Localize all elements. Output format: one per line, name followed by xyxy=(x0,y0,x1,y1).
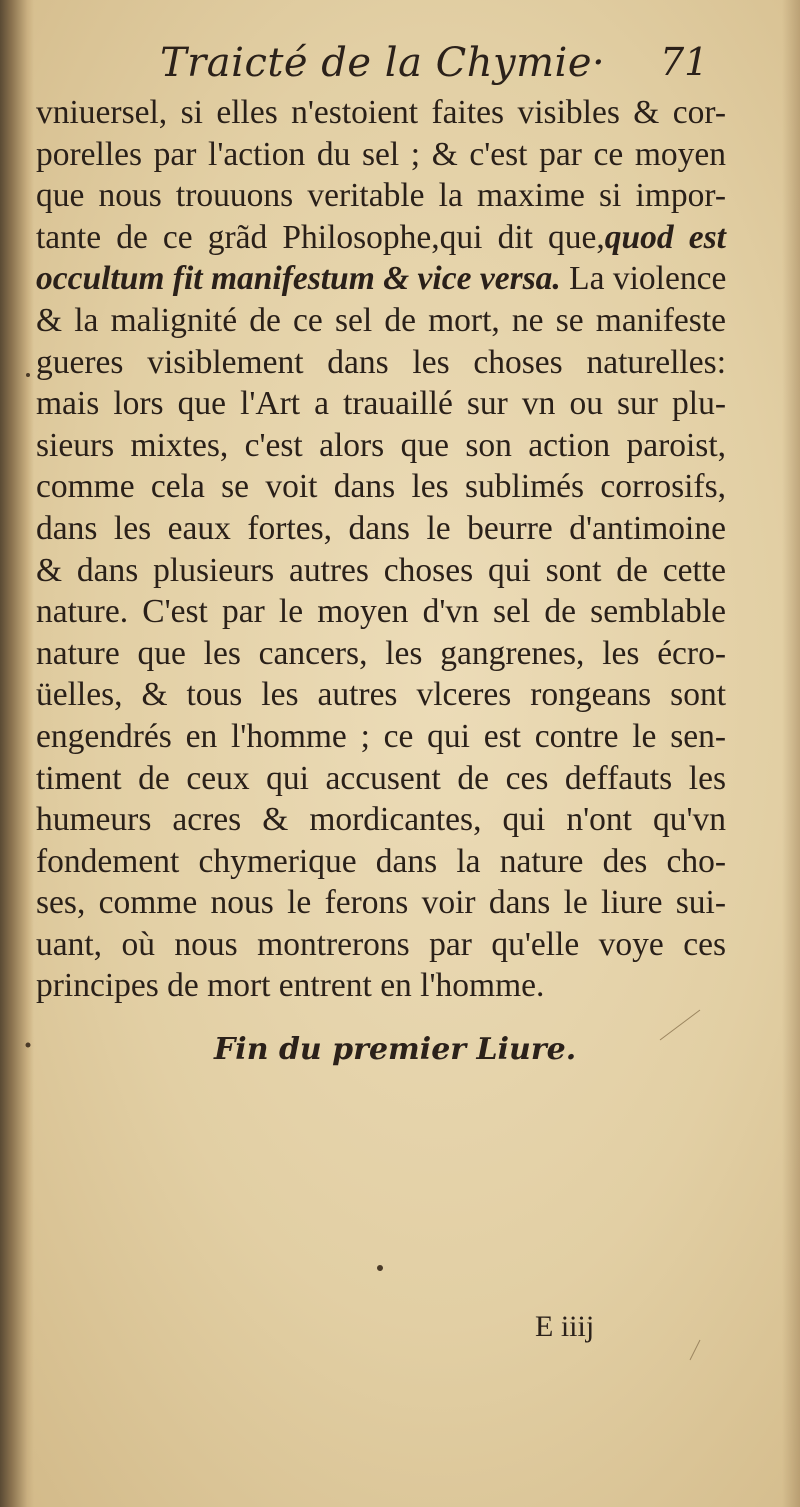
latin-phrase: occultum fit manifestum & vice versa. xyxy=(36,260,561,298)
signature-mark: E iiij xyxy=(535,1310,595,1343)
text-line-with-latin xyxy=(36,258,726,300)
text-line: gueres visiblement dans les choses naturelles: xyxy=(36,343,726,381)
ink-speck xyxy=(377,1265,383,1271)
text-line: nature. C'est par le moyen d'vn sel de semblable xyxy=(36,593,726,631)
binding-gutter xyxy=(0,0,34,1507)
text-line: ses, comme nous le ferons voir dans le liure sui- xyxy=(36,884,726,922)
text-line: sieurs mixtes, c'est alors que son action paroist, xyxy=(36,426,726,464)
text-line: & la malignité de ce sel de mort, ne se manifeste xyxy=(36,301,726,339)
text-line: comme cela se voit dans les sublimés corrosifs, xyxy=(36,468,726,506)
text-line: porelles par l'action du sel ; & c'est par ce moyen xyxy=(36,135,726,173)
page-number: 71 xyxy=(660,40,709,84)
text-line: que nous trouuons veritable la maxime si impor- xyxy=(36,177,726,215)
text-line-last: principes de mort entrent en l'homme. xyxy=(36,967,545,1005)
running-head: Traicté de la Chymie· xyxy=(160,40,606,86)
text-line: mais lors que l'Art a trauaillé sur vn ou sur plu- xyxy=(36,385,726,423)
text-line: humeurs acres & mordicantes, qui n'ont qu'vn xyxy=(36,801,726,839)
text-line: uant, où nous montrerons par qu'elle voye ces xyxy=(36,925,726,963)
text-segment: tante de ce grãd Philosophe,qui dit que, xyxy=(36,218,605,256)
latin-phrase: quod est xyxy=(604,218,726,256)
text-line: nature que les cancers, les gangrenes, les écro- xyxy=(36,634,726,672)
page-edge-shade xyxy=(782,0,800,1507)
text-line-with-latin xyxy=(36,217,726,259)
text-segment: La violence xyxy=(569,260,727,298)
text-line: üelles, & tous les autres vlceres rongeans sont xyxy=(36,676,726,714)
closing-line: Fin du premier Liure. xyxy=(214,1032,577,1067)
text-line: & dans plusieurs autres choses qui sont de cette xyxy=(36,551,726,589)
paper-crease xyxy=(690,1340,700,1360)
paper-crease xyxy=(660,1010,700,1040)
text-line: timent de ceux qui accusent de ces deffauts les xyxy=(36,759,726,797)
text-line: vniuersel, si elles n'estoient faites visibles & cor- xyxy=(36,94,726,131)
text-line: dans les eaux fortes, dans le beurre d'antimoine xyxy=(36,509,726,547)
text-line: engendrés en l'homme ; ce qui est contre le sen- xyxy=(36,717,726,755)
body-text xyxy=(36,92,726,1007)
text-line: fondement chymerique dans la nature des cho- xyxy=(36,842,726,880)
